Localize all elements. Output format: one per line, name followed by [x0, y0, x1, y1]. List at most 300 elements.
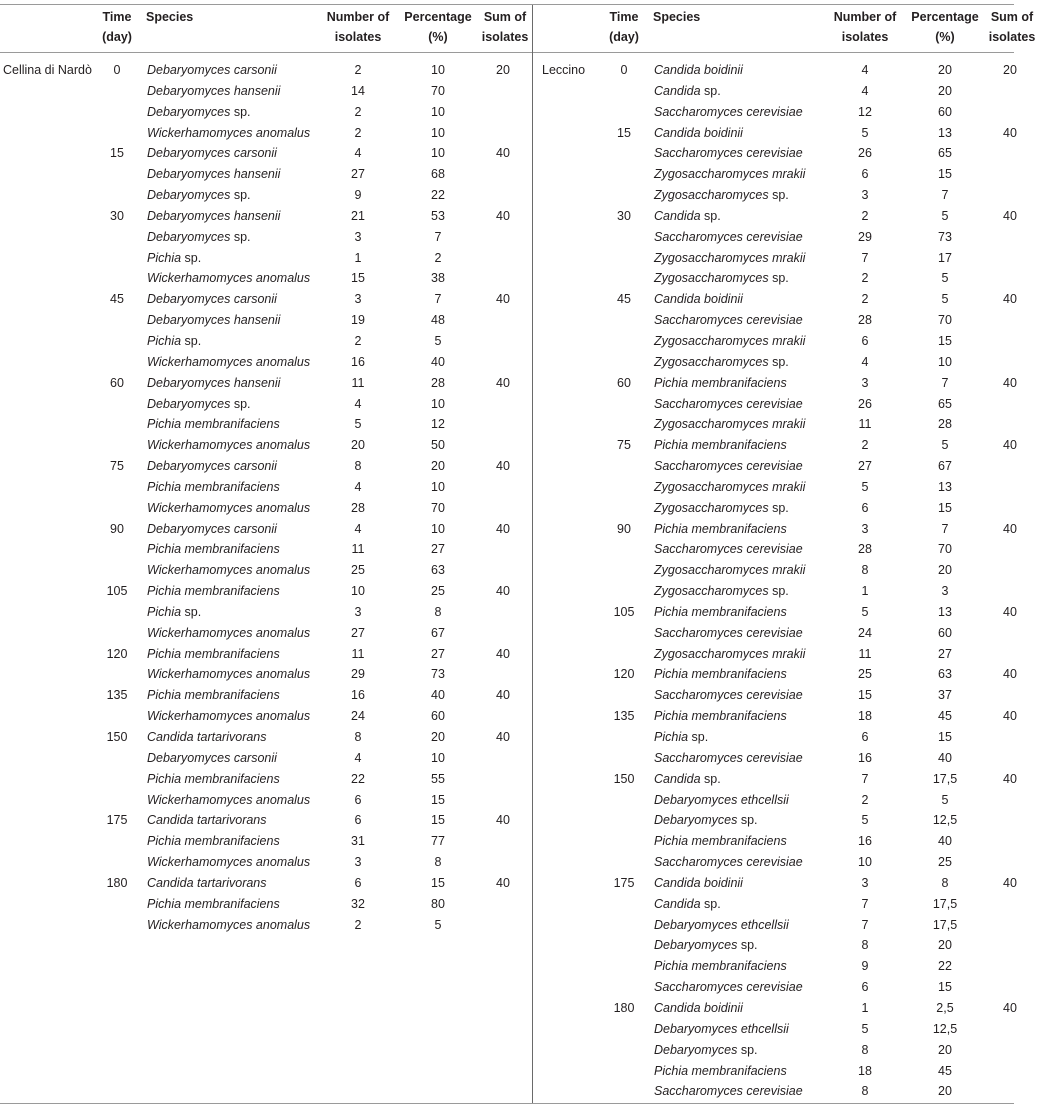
- time-cell: 150: [106, 730, 128, 744]
- species-name: Saccharomyces cerevisiae: [654, 1084, 803, 1099]
- percentage-cell: 10: [431, 750, 445, 765]
- table-row: [0, 60, 540, 81]
- table-row: [507, 1040, 1047, 1061]
- percentage-cell: 20: [938, 1042, 952, 1057]
- percentage-cell: 65: [938, 396, 952, 411]
- species-name: Wickerhamomyces anomalus: [147, 792, 311, 807]
- species-name: Saccharomyces cerevisiae: [654, 750, 803, 765]
- species-cell: [654, 685, 803, 705]
- isolates-cell: 16: [351, 688, 365, 703]
- isolates-cell: 2: [354, 63, 362, 77]
- species-name: Pichia membranifaciens: [654, 1063, 787, 1078]
- species-cell: [147, 644, 280, 664]
- species-name: Saccharomyces cerevisiae: [654, 229, 803, 244]
- species-name: Pichia membranifaciens: [147, 771, 280, 786]
- table-row: [507, 60, 1047, 81]
- table-row: [0, 539, 540, 560]
- species-cell: [654, 498, 789, 518]
- header-sum-of-isolates: Sum of isolates: [481, 10, 529, 44]
- species-cell: [147, 519, 277, 539]
- species-name: Saccharomyces cerevisiae: [654, 855, 803, 870]
- percentage-cell: 10: [431, 146, 445, 161]
- table-row: [507, 519, 1047, 540]
- time-cell: 105: [613, 604, 635, 619]
- table-row: [507, 623, 1047, 644]
- species-name: Saccharomyces cerevisiae: [654, 688, 803, 703]
- isolates-cell: 27: [351, 167, 365, 182]
- species-name: Pichia membranifaciens: [147, 542, 280, 557]
- species-cell: [654, 394, 803, 414]
- species-name: Pichia membranifaciens: [654, 834, 787, 849]
- percentage-cell: 40: [938, 834, 952, 849]
- species-suffix: sp.: [700, 771, 721, 786]
- species-name: Candida: [654, 771, 701, 786]
- sum-cell: 40: [496, 730, 510, 744]
- percentage-cell: 20: [938, 938, 952, 953]
- table-row: [507, 185, 1047, 206]
- species-name: Candida tartarivorans: [147, 813, 267, 828]
- percentage-cell: 25: [938, 855, 952, 870]
- species-name: Saccharomyces cerevisiae: [654, 313, 803, 328]
- species-name: Zygosaccharomyces: [654, 584, 769, 599]
- header-percentage: Percentage (%): [404, 10, 472, 44]
- species-cell: [147, 560, 310, 580]
- percentage-cell: 10: [431, 521, 445, 536]
- isolates-cell: 6: [354, 792, 362, 807]
- percentage-cell: 8: [434, 855, 442, 870]
- percentage-cell: 73: [938, 229, 952, 244]
- table-row: [507, 977, 1047, 998]
- isolates-cell: 28: [858, 313, 872, 328]
- species-name: Pichia membranifaciens: [654, 438, 787, 453]
- isolates-cell: 9: [861, 959, 869, 974]
- isolates-cell: 3: [861, 375, 869, 390]
- isolates-cell: 1: [861, 1000, 869, 1015]
- species-name: Wickerhamomyces anomalus: [147, 625, 311, 640]
- percentage-cell: 12: [431, 417, 445, 432]
- isolates-cell: 8: [861, 1042, 869, 1057]
- table-row: [507, 164, 1047, 185]
- table-row: [507, 414, 1047, 435]
- isolates-cell: 6: [354, 813, 362, 828]
- species-cell: [147, 748, 277, 768]
- table-row: [0, 102, 540, 123]
- isolates-cell: 10: [858, 855, 872, 870]
- time-cell: 15: [110, 146, 124, 161]
- isolates-cell: 22: [351, 771, 365, 786]
- species-cell: [654, 373, 787, 393]
- percentage-cell: 28: [431, 375, 445, 390]
- percentage-cell: 70: [938, 542, 952, 557]
- species-cell: [654, 310, 803, 330]
- sum-cell: 40: [496, 292, 510, 307]
- table-row: [0, 456, 540, 477]
- species-suffix: sp.: [737, 1042, 758, 1057]
- species-name: Saccharomyces cerevisiae: [654, 625, 803, 640]
- table-row: [507, 727, 1047, 748]
- time-cell: 135: [613, 709, 635, 724]
- header-species: Species: [146, 10, 194, 24]
- species-cell: [147, 706, 310, 726]
- species-name: Pichia: [147, 250, 182, 265]
- species-name: Zygosaccharomyces: [654, 500, 769, 515]
- table-row: [0, 644, 540, 665]
- table-row: [0, 206, 540, 227]
- table-row: [507, 852, 1047, 873]
- site-name: Cellina di Nardò: [3, 63, 92, 77]
- table-row: [0, 790, 540, 811]
- isolates-cell: 12: [858, 104, 872, 119]
- species-cell: [654, 456, 803, 476]
- isolates-cell: 3: [861, 521, 869, 536]
- percentage-cell: 67: [938, 459, 952, 474]
- table-row: [0, 227, 540, 248]
- species-cell: [147, 331, 201, 351]
- species-cell: [147, 123, 310, 143]
- percentage-cell: 17,5: [932, 896, 958, 911]
- species-name: Debaryomyces ethcellsii: [654, 792, 789, 807]
- species-name: Pichia membranifaciens: [654, 667, 787, 682]
- time-cell: 45: [110, 292, 124, 307]
- table-row: [0, 331, 540, 352]
- isolates-cell: 7: [861, 250, 869, 265]
- isolates-cell: 26: [858, 146, 872, 161]
- table-row: [0, 498, 540, 519]
- sum-cell: 40: [496, 813, 510, 828]
- percentage-cell: 40: [431, 688, 445, 703]
- isolates-cell: 4: [861, 63, 869, 77]
- species-cell: [654, 519, 787, 539]
- time-cell: 90: [617, 521, 631, 536]
- percentage-cell: 15: [938, 980, 952, 995]
- species-cell: [147, 435, 310, 455]
- isolates-cell: 16: [351, 354, 365, 369]
- percentage-cell: 5: [434, 917, 442, 932]
- isolates-cell: 3: [354, 229, 362, 244]
- isolates-cell: 2: [861, 792, 869, 807]
- species-suffix: sp.: [688, 730, 709, 744]
- species-name: Debaryomyces: [147, 104, 231, 119]
- species-cell: [147, 915, 310, 935]
- table-row: [0, 394, 540, 415]
- sum-cell: 20: [1003, 63, 1017, 77]
- percentage-cell: 22: [431, 188, 445, 203]
- table-row: [507, 810, 1047, 831]
- table-row: [0, 748, 540, 769]
- species-cell: [654, 581, 789, 601]
- percentage-cell: 60: [938, 625, 952, 640]
- species-cell: [654, 956, 787, 976]
- percentage-cell: 28: [938, 417, 952, 432]
- sum-cell: 40: [496, 146, 510, 161]
- species-name: Wickerhamomyces anomalus: [147, 271, 311, 286]
- species-cell: [147, 310, 280, 330]
- species-suffix: sp.: [737, 938, 758, 953]
- species-suffix: sp.: [700, 896, 721, 911]
- isolates-cell: 19: [351, 313, 365, 328]
- species-name: Debaryomyces carsonii: [147, 521, 277, 536]
- species-cell: [654, 60, 743, 80]
- table-row: [507, 539, 1047, 560]
- species-name: Candida: [654, 896, 701, 911]
- species-cell: [147, 206, 280, 226]
- isolates-cell: 20: [351, 438, 365, 453]
- species-name: Zygosaccharomyces mrakii: [654, 417, 806, 432]
- percentage-cell: 25: [431, 584, 445, 599]
- time-cell: 150: [613, 771, 635, 786]
- percentage-cell: 27: [431, 646, 445, 661]
- percentage-cell: 2,5: [936, 1000, 954, 1015]
- species-cell: [147, 623, 310, 643]
- percentage-cell: 10: [938, 354, 952, 369]
- header-time: Time (day): [102, 10, 132, 44]
- species-cell: [147, 414, 280, 434]
- table-row: [507, 206, 1047, 227]
- species-name: Pichia membranifaciens: [147, 479, 280, 494]
- time-cell: 175: [106, 813, 128, 828]
- species-name: Candida boidinii: [654, 292, 743, 307]
- sum-cell: 40: [1003, 125, 1017, 140]
- table-row: [507, 394, 1047, 415]
- species-cell: [654, 331, 805, 351]
- table-row: [0, 248, 540, 269]
- species-cell: [654, 727, 708, 747]
- isolates-cell: 5: [861, 604, 869, 619]
- table-row: [0, 915, 540, 936]
- isolates-cell: 31: [351, 834, 365, 849]
- species-suffix: sp.: [768, 354, 789, 369]
- species-name: Pichia membranifaciens: [147, 584, 280, 599]
- percentage-cell: 70: [431, 83, 445, 98]
- species-name: Pichia membranifaciens: [654, 604, 787, 619]
- sum-cell: 40: [496, 688, 510, 703]
- sum-cell: 40: [496, 875, 510, 890]
- species-name: Debaryomyces ethcellsii: [654, 917, 789, 932]
- time-cell: 120: [613, 667, 635, 682]
- percentage-cell: 38: [431, 271, 445, 286]
- sum-cell: 40: [496, 521, 510, 536]
- species-cell: [654, 1081, 803, 1101]
- table-row: [507, 143, 1047, 164]
- time-cell: 75: [617, 438, 631, 453]
- isolates-cell: 11: [858, 646, 872, 661]
- table-row: [507, 227, 1047, 248]
- table-row: [0, 310, 540, 331]
- percentage-cell: 17: [938, 250, 952, 265]
- isolates-cell: 7: [861, 771, 869, 786]
- table-row: [507, 477, 1047, 498]
- table-row: [507, 831, 1047, 852]
- percentage-cell: 5: [941, 292, 949, 307]
- sum-cell: 40: [1003, 875, 1017, 890]
- sum-cell: 40: [496, 584, 510, 599]
- table-row: [507, 685, 1047, 706]
- isolates-cell: 2: [354, 125, 362, 140]
- percentage-cell: 3: [941, 584, 949, 599]
- isolates-cell: 15: [351, 271, 365, 286]
- isolates-cell: 8: [354, 459, 362, 474]
- percentage-cell: 17,5: [932, 771, 958, 786]
- species-name: Debaryomyces: [147, 229, 231, 244]
- table-row: [507, 1081, 1047, 1102]
- species-name: Pichia membranifaciens: [147, 834, 280, 849]
- table-row: [0, 519, 540, 540]
- species-name: Pichia: [147, 333, 182, 348]
- table-row: [507, 456, 1047, 477]
- table-row: [0, 185, 540, 206]
- isolates-cell: 11: [351, 542, 365, 557]
- species-name: Zygosaccharomyces mrakii: [654, 646, 806, 661]
- percentage-cell: 8: [941, 875, 949, 890]
- isolates-cell: 5: [354, 417, 362, 432]
- table-row: [0, 268, 540, 289]
- site-rows: [507, 60, 1047, 1102]
- species-cell: [147, 790, 310, 810]
- species-cell: [147, 894, 280, 914]
- species-suffix: sp.: [700, 83, 721, 98]
- species-cell: [147, 539, 280, 559]
- percentage-cell: 20: [938, 1084, 952, 1099]
- table-row: [0, 810, 540, 831]
- percentage-cell: 63: [431, 563, 445, 578]
- species-name: Saccharomyces cerevisiae: [654, 542, 803, 557]
- isolates-cell: 6: [861, 730, 869, 744]
- isolates-cell: 6: [861, 980, 869, 995]
- percentage-cell: 7: [941, 188, 949, 203]
- species-cell: [654, 894, 721, 914]
- species-name: Zygosaccharomyces mrakii: [654, 167, 806, 182]
- species-cell: [654, 268, 789, 288]
- isolates-cell: 28: [858, 542, 872, 557]
- sum-cell: 40: [496, 208, 510, 223]
- species-cell: [654, 206, 721, 226]
- species-suffix: sp.: [181, 604, 202, 619]
- percentage-cell: 7: [941, 375, 949, 390]
- percentage-cell: 68: [431, 167, 445, 182]
- percentage-cell: 27: [431, 542, 445, 557]
- time-cell: 135: [106, 688, 128, 703]
- table-row: [507, 769, 1047, 790]
- species-name: Wickerhamomyces anomalus: [147, 125, 311, 140]
- percentage-cell: 27: [938, 646, 952, 661]
- percentage-cell: 13: [938, 479, 952, 494]
- table-row: [0, 477, 540, 498]
- species-name: Candida tartarivorans: [147, 875, 267, 890]
- isolates-cell: 27: [858, 459, 872, 474]
- table-row: [0, 873, 540, 894]
- table-row: [0, 769, 540, 790]
- table-row: [507, 331, 1047, 352]
- species-name: Debaryomyces: [147, 188, 231, 203]
- time-cell: 15: [617, 125, 631, 140]
- isolates-cell: 6: [861, 500, 869, 515]
- percentage-cell: 13: [938, 604, 952, 619]
- sum-cell: 40: [1003, 709, 1017, 724]
- species-name: Wickerhamomyces anomalus: [147, 667, 311, 682]
- species-name: Candida: [654, 83, 701, 98]
- isolates-cell: 2: [354, 917, 362, 932]
- isolates-cell: 8: [861, 1084, 869, 1099]
- isolates-cell: 28: [351, 500, 365, 515]
- table-row: [507, 1019, 1047, 1040]
- species-cell: [654, 560, 805, 580]
- species-cell: [654, 998, 743, 1018]
- species-cell: [147, 268, 310, 288]
- species-cell: [654, 1040, 758, 1060]
- table-row: [0, 706, 540, 727]
- isolates-cell: 3: [354, 292, 362, 307]
- species-name: Wickerhamomyces anomalus: [147, 855, 311, 870]
- isolates-cell: 3: [354, 604, 362, 619]
- isolates-cell: 11: [858, 417, 872, 432]
- species-name: Wickerhamomyces anomalus: [147, 500, 311, 515]
- isolates-cell: 26: [858, 396, 872, 411]
- percentage-cell: 15: [938, 500, 952, 515]
- sum-cell: 40: [1003, 292, 1017, 307]
- sum-cell: 40: [1003, 521, 1017, 536]
- isolates-cell: 4: [861, 83, 869, 98]
- species-cell: [654, 102, 803, 122]
- species-cell: [147, 873, 267, 893]
- isolates-cell: 4: [861, 354, 869, 369]
- species-cell: [147, 456, 277, 476]
- percentage-cell: 63: [938, 667, 952, 682]
- isolates-cell: 16: [858, 834, 872, 849]
- species-suffix: sp.: [700, 208, 721, 223]
- time-cell: 90: [110, 521, 124, 536]
- species-suffix: sp.: [230, 104, 251, 119]
- table-row: [507, 81, 1047, 102]
- isolates-cell: 4: [354, 479, 362, 494]
- percentage-cell: 17,5: [932, 917, 958, 932]
- species-cell: [654, 706, 787, 726]
- header-sum-of-isolates: Sum of isolates: [988, 10, 1036, 44]
- table-row: [507, 123, 1047, 144]
- species-cell: [147, 727, 267, 747]
- table-row: [0, 831, 540, 852]
- species-name: Candida boidinii: [654, 125, 743, 140]
- species-cell: [654, 143, 803, 163]
- header-number-of-isolates: Number of isolates: [326, 10, 390, 44]
- isolates-cell: 8: [861, 563, 869, 578]
- percentage-cell: 5: [941, 271, 949, 286]
- species-name: Zygosaccharomyces mrakii: [654, 563, 806, 578]
- table-row: [0, 352, 540, 373]
- percentage-cell: 20: [431, 459, 445, 474]
- percentage-cell: 10: [431, 396, 445, 411]
- header-species: Species: [653, 10, 701, 24]
- species-suffix: sp.: [230, 396, 251, 411]
- isolates-cell: 29: [351, 667, 365, 682]
- table-row: [0, 289, 540, 310]
- species-cell: [654, 623, 803, 643]
- header-percentage: Percentage (%): [911, 10, 979, 44]
- table-row: [0, 852, 540, 873]
- species-cell: [654, 852, 803, 872]
- table-row: [507, 102, 1047, 123]
- species-cell: [147, 769, 280, 789]
- percentage-cell: 10: [431, 125, 445, 140]
- species-cell: [654, 81, 721, 101]
- species-cell: [654, 602, 787, 622]
- percentage-cell: 5: [941, 792, 949, 807]
- species-cell: [654, 477, 805, 497]
- species-name: Saccharomyces cerevisiae: [654, 980, 803, 995]
- percentage-cell: 60: [938, 104, 952, 119]
- percentage-cell: 5: [941, 208, 949, 223]
- species-cell: [654, 977, 803, 997]
- species-name: Wickerhamomyces anomalus: [147, 917, 311, 932]
